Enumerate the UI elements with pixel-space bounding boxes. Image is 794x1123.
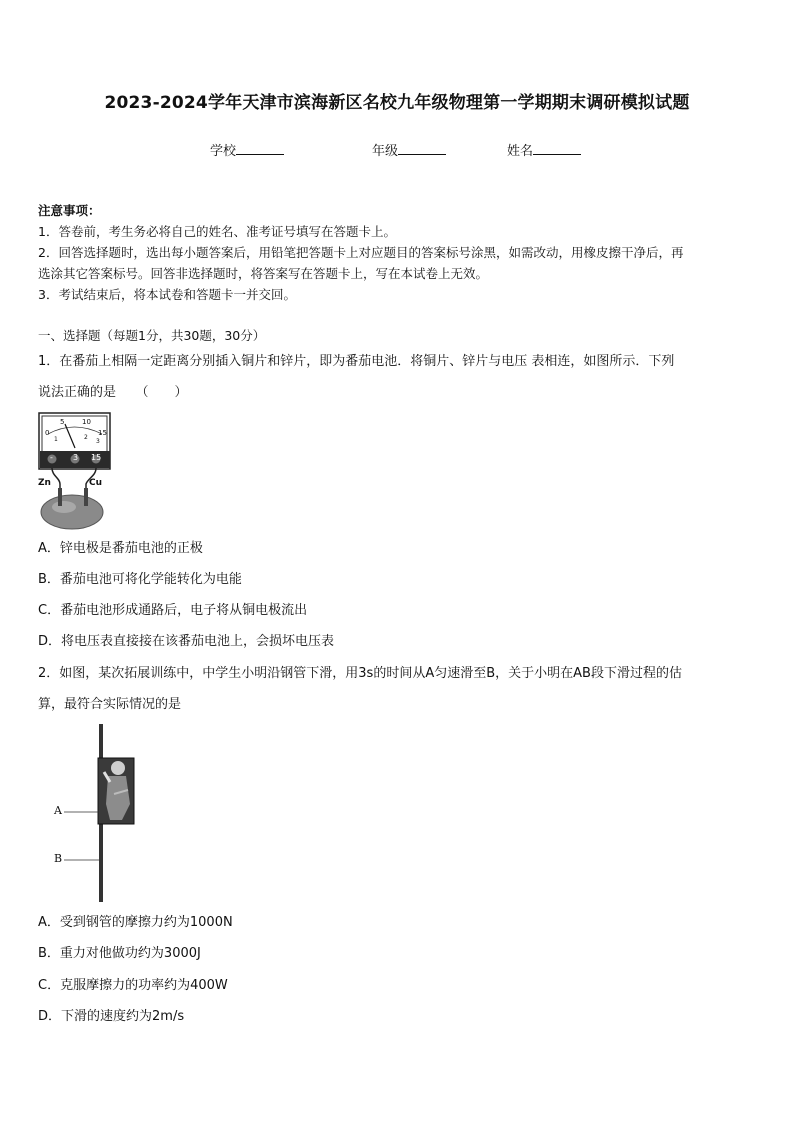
scale-15: 15 [98, 429, 107, 437]
scale-0: 0 [45, 429, 50, 437]
scale-inner-3: 3 [96, 438, 100, 445]
exam-title: 2023-2024学年天津市滨海新区名校九年级物理第一学期期末调研模拟试题 [104, 93, 690, 113]
steel-pipe-figure [48, 724, 148, 904]
name-label: 姓名 [507, 144, 534, 159]
zn-electrode [58, 488, 62, 506]
q1-option-a: A．锌电极是番茄电池的正极 [38, 541, 203, 556]
tomato-highlight [52, 501, 76, 513]
grade-field [372, 140, 446, 159]
terminal-label-3: 3 [73, 453, 79, 462]
q2-option-a: A．受到钢管的摩擦力约为1000N [38, 915, 233, 930]
school-label: 学校 [210, 144, 237, 159]
q1-stem-line1: 1．在番茄上相隔一定距离分别插入铜片和锌片，即为番茄电池．将铜片、锌片与电压 表相连，如图所示．下列 [38, 354, 675, 369]
label-a: A [54, 804, 62, 817]
zn-label: Zn [38, 478, 51, 488]
q1-stem-line2: 说法正确的是 （ ） [38, 385, 188, 400]
q2-option-d: D．下滑的速度约为2m/s [38, 1009, 185, 1024]
q2-stem-line1: 2．如图，某次拓展训练中，中学生小明沿钢管下滑，用3s的时间从A匀速滑至B，关于小明在AB段下滑过程的估 [38, 666, 682, 681]
terminal-label-neg: - [50, 453, 53, 462]
tomato-battery-figure [38, 412, 112, 530]
q2-option-c: C．克服摩擦力的功率约为400W [38, 978, 228, 993]
label-b: B [54, 852, 63, 865]
grade-label: 年级 [372, 144, 399, 159]
school-field [210, 140, 284, 159]
notice-item-1: 1．答卷前，考生务必将自己的姓名、准考证号填写在答题卡上。 [38, 224, 396, 239]
steel-pipe-diagram [48, 724, 148, 904]
tomato-shape [41, 495, 103, 529]
scale-inner-1: 1 [54, 436, 58, 443]
q1-option-d: D．将电压表直接接在该番茄电池上，会损坏电压表 [38, 634, 335, 649]
q1-option-b: B．番茄电池可将化学能转化为电能 [38, 572, 242, 587]
name-blank [533, 142, 581, 155]
name-field [507, 140, 581, 159]
cu-label: Cu [89, 478, 103, 488]
terminal-label-15: 15 [91, 453, 102, 462]
student-head [111, 761, 125, 775]
q2-stem-line2: 算，最符合实际情况的是 [38, 697, 182, 712]
notice-item-3: 3．考试结束后，将本试卷和答题卡一并交回。 [38, 287, 296, 302]
notice-item-2: 2．回答选择题时，选出每小题答案后，用铅笔把答题卡上对应题目的答案标号涂黑，如需改动，用橡皮擦干净后，再 [38, 245, 684, 260]
q2-option-b: B．重力对他做功约为3000J [38, 946, 201, 961]
scale-10: 10 [82, 418, 91, 426]
scale-5: 5 [60, 418, 65, 426]
notice-item-2-cont: 选涂其它答案标号。回答非选择题时，将答案写在答题卡上，写在本试卷上无效。 [38, 266, 489, 281]
cu-electrode [84, 488, 88, 506]
q1-option-c: C．番茄电池形成通路后，电子将从铜电极流出 [38, 603, 308, 618]
scale-inner-2: 2 [84, 434, 88, 441]
notice-heading: 注意事项： [38, 203, 101, 218]
grade-blank [398, 142, 446, 155]
school-blank [236, 142, 284, 155]
section-heading: 一、选择题（每题1分，共30题，30分） [38, 328, 266, 343]
